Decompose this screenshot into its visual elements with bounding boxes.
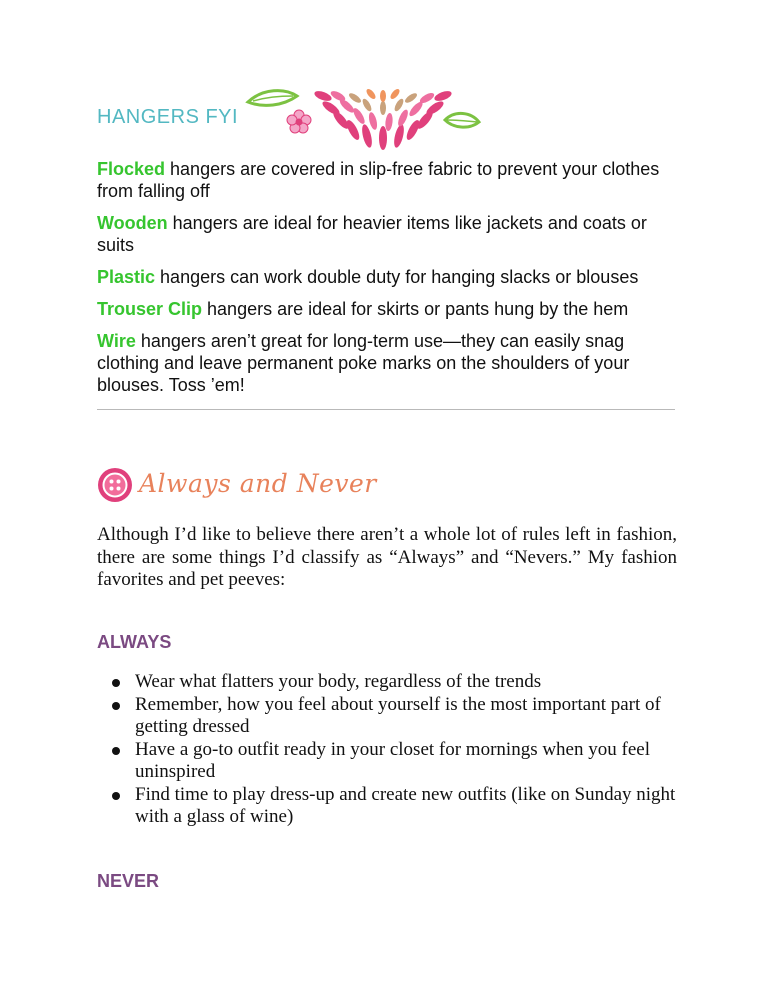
always-title: ALWAYS [97,632,172,652]
list-item [104,739,684,784]
hanger-description: hangers are covered in slip-free fabric to prevent your clothes from falling off [97,159,660,201]
bullet-icon [112,702,120,710]
hanger-description: hangers are ideal for skirts or pants hung by the hem [202,299,629,319]
hangers-fyi-title: HANGERS FYI [97,106,239,128]
hanger-description: hangers are ideal for heavier items like jackets and coats or suits [97,213,647,255]
list-item [104,694,684,739]
hanger-item-flocked [97,158,687,202]
list-item [104,671,684,694]
small-flower-icon [287,110,311,133]
always-list [104,671,684,829]
intro-paragraph: Although I’d like to believe there aren’t a whole lot of rules left in fashion, there are some things I’d classify as “Always” and “Nevers.” My fashion favorites and pet peeves: [97,524,677,590]
bullet-icon [112,679,120,687]
hanger-item-wire [97,330,687,396]
flower-decoration-icon [245,84,485,154]
list-item [104,784,684,829]
hanger-term: Flocked [97,159,166,179]
hanger-term: Wooden [97,213,168,233]
leaf-left-icon [248,91,297,106]
hanger-item-trouser-clip [97,298,687,320]
dahlia-flower-icon [313,87,453,150]
hanger-description: hangers can work double duty for hanging slacks or blouses [155,267,639,287]
list-item-text: Have a go-to outfit ready in your closet for mornings when you feel uninspired [135,738,650,782]
section-divider [97,409,675,410]
bullet-icon [112,747,120,755]
list-item-text: Remember, how you feel about yourself is the most important part of getting dressed [135,693,661,737]
hanger-term: Trouser Clip [97,299,203,319]
always-never-heading [97,467,417,507]
hanger-item-wooden [97,212,687,256]
list-item-text: Wear what flatters your body, regardless of the trends [135,671,542,692]
bullet-icon [112,792,120,800]
never-title: NEVER [97,871,160,891]
always-never-title: Always and Never [139,469,377,498]
hangers-fyi-header [97,84,497,154]
hanger-term: Wire [97,331,136,351]
sewing-button-icon [97,467,133,503]
list-item-text: Find time to play dress-up and create new outfits (like on Sunday night with a glass of wine) [135,783,676,827]
hanger-item-plastic [97,266,687,288]
hanger-description: hangers aren’t great for long-term use—they can easily snag clothing and leave permanent poke marks on the shoulders of your blouses. Toss ’em! [97,331,630,395]
hanger-term: Plastic [97,267,156,287]
hanger-types-list [97,158,687,406]
